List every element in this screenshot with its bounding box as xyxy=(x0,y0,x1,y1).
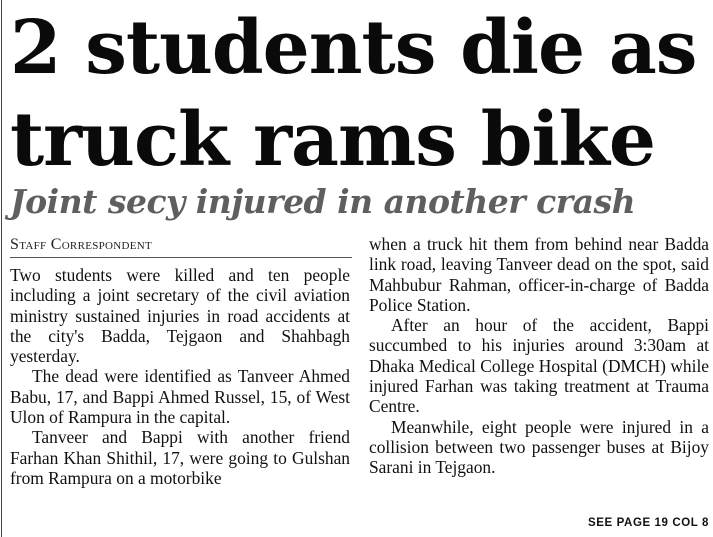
headline-line-2: truck rams bike xyxy=(10,97,655,183)
continued-page-reference: SEE PAGE 19 COL 8 xyxy=(588,517,709,529)
article-column-left xyxy=(10,265,350,488)
paragraph: After an hour of the accident, Bappi succumbed to his injuries around 3:30am at Dhaka Medical College Hospital (DMCH) while injured Farhan was taking treatment at Trauma Centre. xyxy=(369,315,709,417)
paragraph: when a truck hit them from behind near Badda link road, leaving Tanveer dead on the spot, said Mahbubur Rahman, officer-in-charge of Badda Police Station. xyxy=(369,234,709,315)
headline xyxy=(10,2,710,186)
column-border xyxy=(1,0,2,537)
paragraph: Two students were killed and ten people including a joint secretary of the civil aviation ministry sustained injuries in road accidents at the city's Badda, Tejgaon and Shahbagh yesterday. xyxy=(10,265,350,367)
paragraph: The dead were identified as Tanveer Ahmed Babu, 17, and Bappi Ahmed Russel, 15, of West Ulon of Rampura in the capital. xyxy=(10,366,350,428)
byline: Staff Correspondent xyxy=(10,236,153,253)
headline-line-1: 2 students die as xyxy=(10,5,697,91)
subheadline: Joint secy injured in another crash xyxy=(10,182,636,221)
article-column-right xyxy=(369,234,709,478)
paragraph: Meanwhile, eight people were injured in a collision between two passenger buses at Bijoy Sarani in Tejgaon. xyxy=(369,416,709,478)
paragraph: Tanveer and Bappi with another friend Farhan Khan Shithil, 17, were going to Gulshan from Rampura on a motorbike xyxy=(10,427,350,488)
byline-divider xyxy=(10,257,352,258)
